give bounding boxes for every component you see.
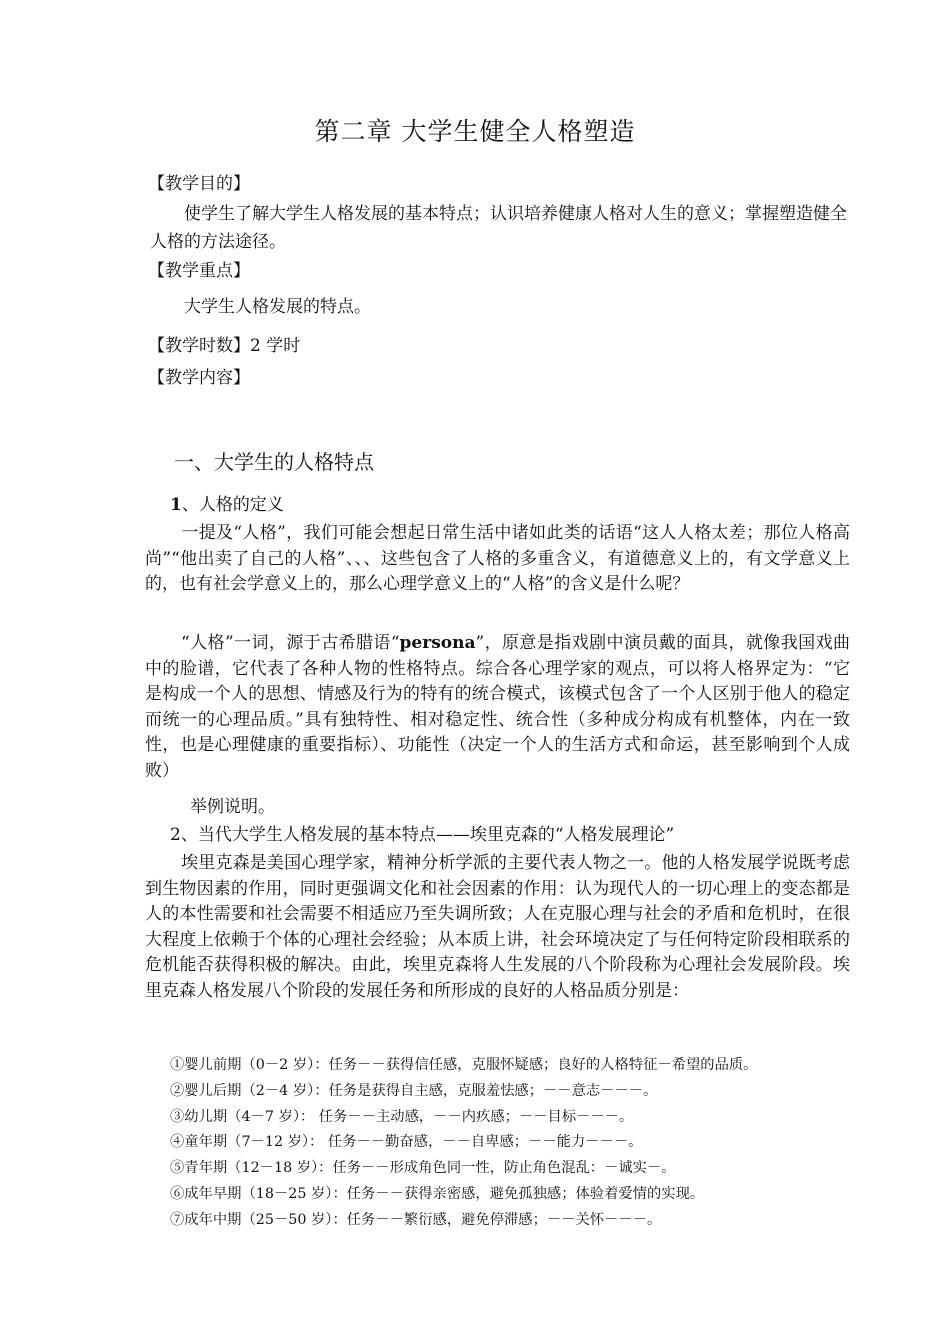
stage-item: ⑥成年早期（18－25 岁）：任务－－获得亲密感，避免孤独感；体验着爱情的实现。 — [170, 1185, 705, 1202]
objective-text: 使学生了解大学生人格发展的基本特点；认识培养健康人格对人生的意义；掌握塑造健全人格的方法途径。 — [150, 204, 847, 252]
stage-item: ③幼儿期（4－7 岁）： 任务－－主动感，－－内疚感；－－目标－－－。 — [170, 1108, 634, 1125]
hours-value: 2 学时 — [250, 336, 301, 356]
sub2-p1-text: 埃里克森是美国心理学家，精神分析学派的主要代表人物之一。他的人格发展学说既考虑到生物因素的作用，同时更强调文化和社会因素的作用：认为现代人的一切心理上的变态都是人的本性需要和社会需要不相适应乃至失调所致；人在克服心理与社会的矛盾和危机时，在很大程度上依赖于个体的心理社会经验；从本质上讲，社会环境决定了与任何特定阶段相联系的危机能否获得积极的解决。由此，埃里克森将人生发展的八个阶段称为心理社会发展阶段。埃里克森人格发展八个阶段的发展任务和所形成的良好的人格品质分别是： — [145, 853, 850, 1001]
chapter-title: 第二章 大学生健全人格塑造 — [314, 117, 636, 146]
sub1-p2-text-b: ”，原意是指戏剧中演员戴的面具，就像我国戏曲中的脸谱，它代表了各种人物的性格特点。综合各心理学家的观点，可以将人格界定为：“它是构成一个人的思想、情感及行为的特有的统合模式，该模式包含了一个人区别于他人的稳定而统一的心理品质。”具有独特性、相对稳定性、统合性（多种成分构成有机整体，内在一致性，也是心理健康的重要指标）、功能性（决定一个人的生活方式和命运，甚至影响到个人成败） — [145, 633, 850, 781]
stage-list — [170, 1053, 870, 1234]
stage-item: ⑤青年期（12－18 岁）：任务－－形成角色同一性，防止角色混乱：－诚实－。 — [170, 1160, 676, 1177]
sub1-title: 、人格的定义 — [181, 495, 284, 515]
focus-text: 大学生人格发展的特点。 — [184, 297, 371, 317]
sub1-example: 举例说明。 — [190, 797, 275, 817]
sub1-paragraph-2 — [145, 631, 850, 785]
sub2-heading: 2、当代大学生人格发展的基本特点——埃里克森的“人格发展理论” — [170, 825, 675, 845]
content-label: 【教学内容】 — [148, 368, 250, 388]
section1-heading: 一、大学生的人格特点 — [174, 450, 374, 474]
sub1-p1-text: 一提及“人格”，我们可能会想起日常生活中诸如此类的话语“这人人格太差；那位人格高尚”“他出卖了自己的人格”、、、这些包含了人格的多重含义，有道德意义上的，有文学意义上的，也有社会学意义上的，那么心理学意义上的“人格”的含义是什么呢？ — [145, 523, 850, 595]
hours-row — [148, 334, 300, 358]
sub1-p2-bold-term: persona — [399, 633, 476, 653]
hours-label: 【教学时数】 — [148, 336, 250, 356]
stage-item: ⑦成年中期（25－50 岁）：任务－－繁衍感，避免停滞感；－－关怀－－－。 — [170, 1211, 662, 1228]
stage-item: ④童年期（7－12 岁）： 任务－－勤奋感，－－自卑感；－－能力－－－。 — [170, 1134, 643, 1151]
sub1-number: 1 — [170, 495, 182, 515]
sub2-paragraph-1 — [145, 851, 850, 1005]
sub1-heading — [170, 492, 284, 518]
objective-label: 【教学目的】 — [148, 174, 250, 194]
stage-item: ②婴儿后期（2－4 岁）：任务是获得自主感，克服羞怯感；－－意志－－－。 — [170, 1082, 658, 1099]
stage-item: ①婴儿前期（0－2 岁）：任务－－获得信任感，克服怀疑感；良好的人格特征－希望的品质。 — [170, 1057, 758, 1073]
focus-label: 【教学重点】 — [148, 261, 250, 281]
sub1-p2-text-a: “人格”一词，源于古希腊语“ — [181, 633, 400, 653]
sub1-paragraph-1 — [145, 521, 850, 598]
